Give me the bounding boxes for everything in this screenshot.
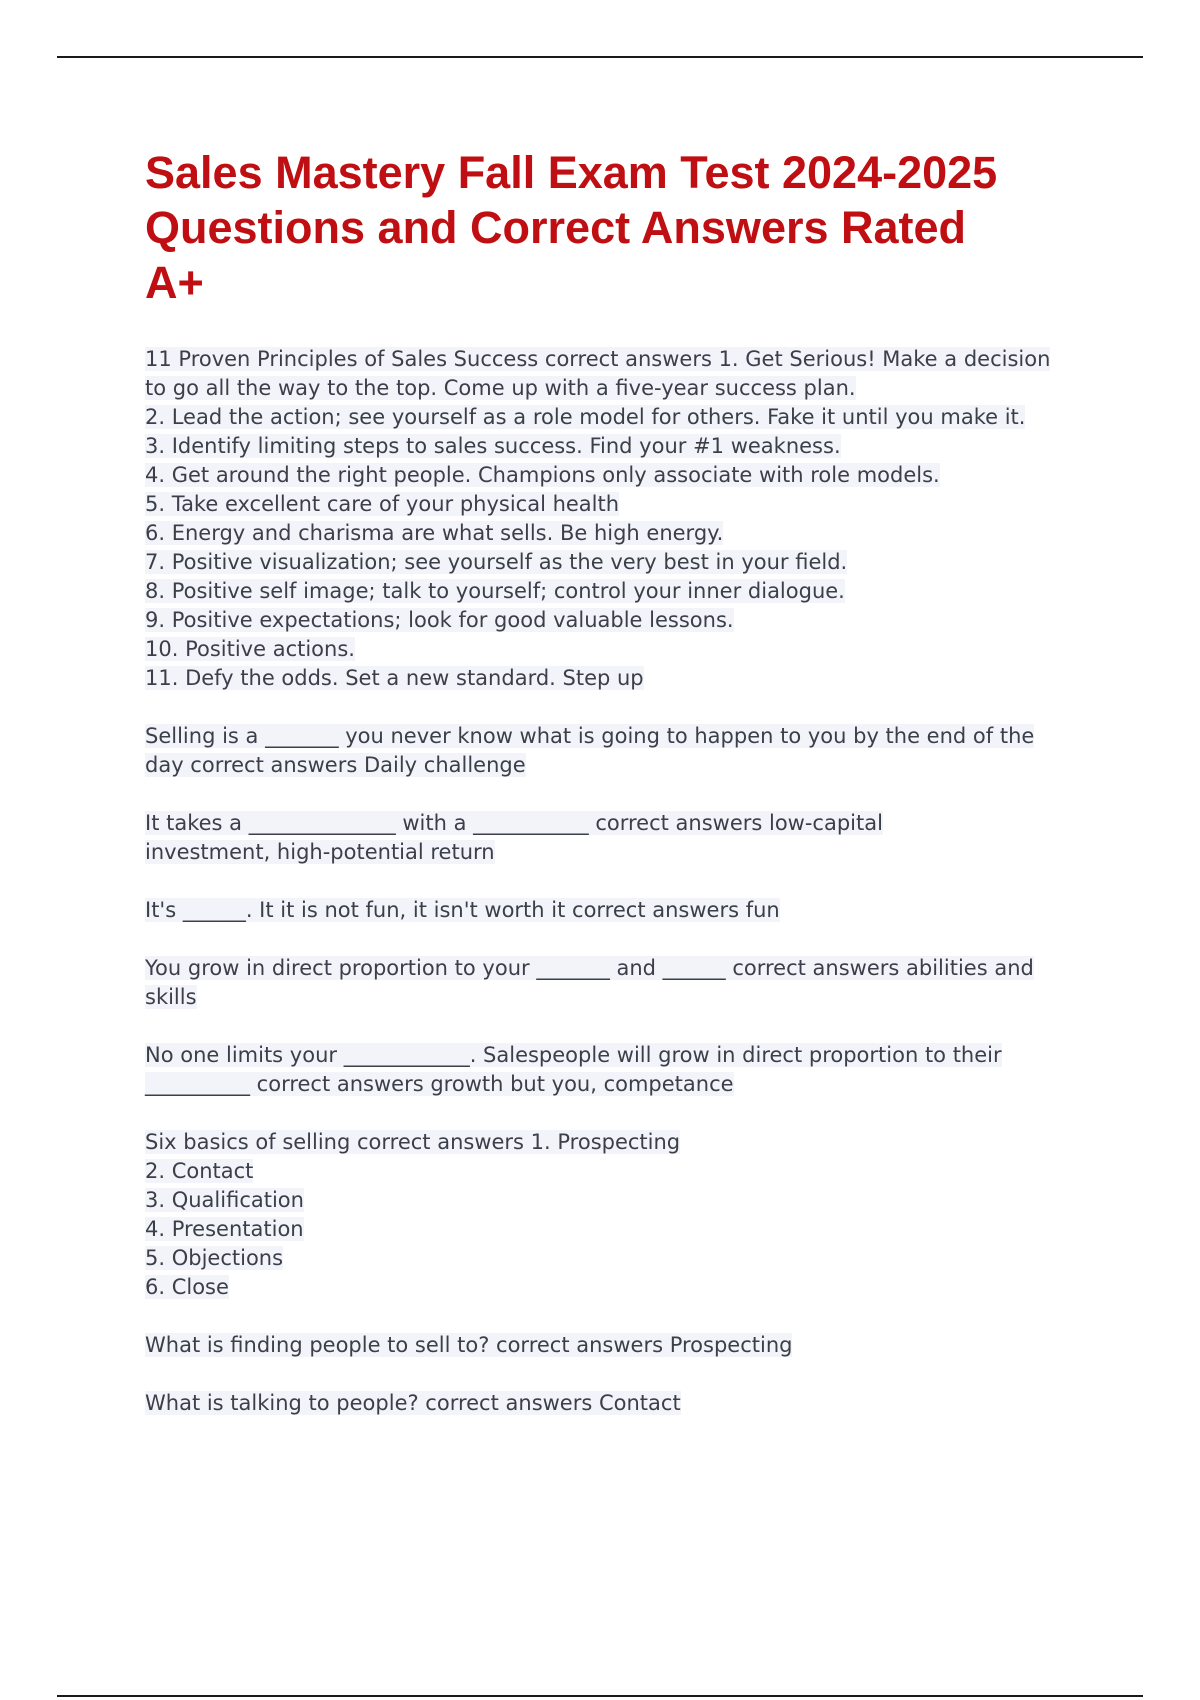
text-line: 5. Objections <box>145 1246 284 1270</box>
text-line: 11. Defy the odds. Set a new standard. Step up <box>145 666 644 690</box>
qa-block-six-basics <box>145 1128 1095 1302</box>
top-rule <box>57 56 1143 58</box>
qa-block-contact <box>145 1389 1095 1418</box>
text-line: 6. Energy and charisma are what sells. Be high energy. <box>145 521 724 545</box>
text-line: skills <box>145 985 197 1009</box>
text-line: What is talking to people? correct answers Contact <box>145 1391 681 1415</box>
text-line: 2. Lead the action; see yourself as a role model for others. Fake it until you make it. <box>145 405 1026 429</box>
title-line: Questions and Correct Answers Rated <box>145 202 967 253</box>
text-line: 2. Contact <box>145 1159 254 1183</box>
text-line: day correct answers Daily challenge <box>145 753 526 777</box>
text-line: It takes a ______________ with a ___________ correct answers low-capital <box>145 811 883 835</box>
text-line: 7. Positive visualization; see yourself as the very best in your field. <box>145 550 848 574</box>
text-line: 10. Positive actions. <box>145 637 355 661</box>
text-line: 8. Positive self image; talk to yourself; control your inner dialogue. <box>145 579 845 603</box>
qa-block-investment <box>145 809 1095 867</box>
text-line: You grow in direct proportion to your _______ and ______ correct answers abilities and <box>145 956 1034 980</box>
title-line: Sales Mastery Fall Exam Test 2024-2025 <box>145 147 998 198</box>
text-line: 9. Positive expectations; look for good valuable lessons. <box>145 608 734 632</box>
text-line: What is finding people to sell to? correct answers Prospecting <box>145 1333 793 1357</box>
text-line: 3. Qualification <box>145 1188 304 1212</box>
text-line: to go all the way to the top. Come up with a five-year success plan. <box>145 376 856 400</box>
text-line: 4. Presentation <box>145 1217 304 1241</box>
text-line: __________ correct answers growth but you, competance <box>145 1072 734 1096</box>
qa-block-prospecting <box>145 1331 1095 1360</box>
qa-block-fun <box>145 896 1095 925</box>
text-line: Selling is a _______ you never know what is going to happen to you by the end of the <box>145 724 1035 748</box>
text-line: No one limits your ____________. Salespeople will grow in direct proportion to their <box>145 1043 1002 1067</box>
text-line: investment, high-potential return <box>145 840 495 864</box>
bottom-rule <box>57 1695 1143 1697</box>
document-title <box>145 145 1095 310</box>
text-line: 4. Get around the right people. Champions only associate with role models. <box>145 463 940 487</box>
qa-block-limits <box>145 1041 1095 1099</box>
qa-block-grow <box>145 954 1095 1012</box>
title-line: A+ <box>145 257 204 308</box>
text-line: 5. Take excellent care of your physical health <box>145 492 620 516</box>
text-line: It's ______. It it is not fun, it isn't worth it correct answers fun <box>145 898 780 922</box>
qa-block-selling-challenge <box>145 722 1095 780</box>
text-line: 6. Close <box>145 1275 229 1299</box>
text-line: 11 Proven Principles of Sales Success correct answers 1. Get Serious! Make a decision <box>145 347 1051 371</box>
document-body <box>145 145 1095 1447</box>
text-line: Six basics of selling correct answers 1. Prospecting <box>145 1130 681 1154</box>
qa-block-principles <box>145 345 1095 693</box>
text-line: 3. Identify limiting steps to sales success. Find your #1 weakness. <box>145 434 841 458</box>
